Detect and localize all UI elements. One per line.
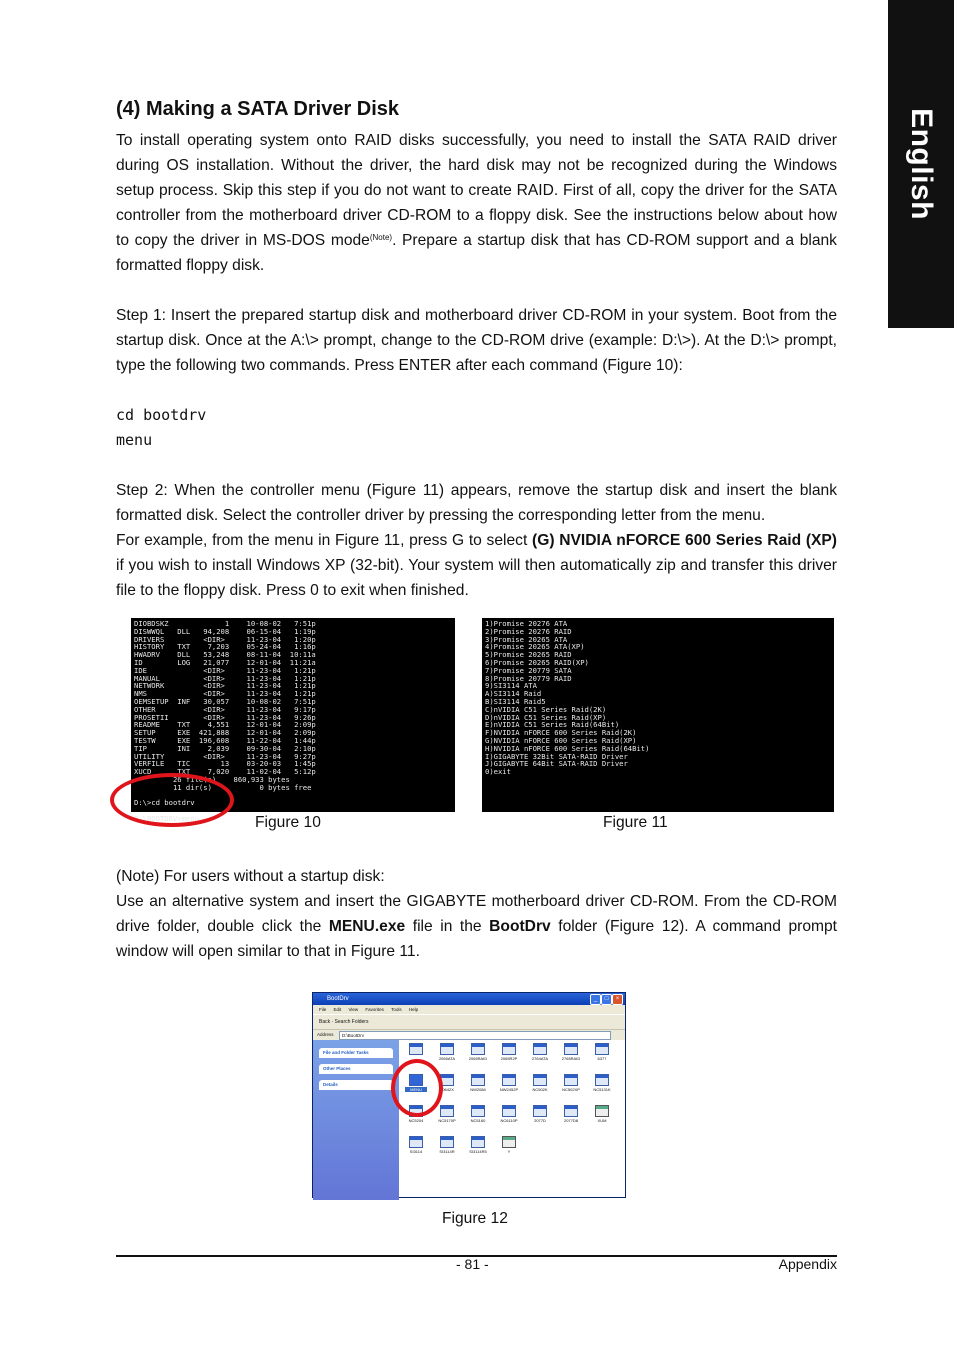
file-name: 2077D xyxy=(534,1118,546,1123)
file-name: 6377 xyxy=(597,1056,607,1061)
file-name: 20642X xyxy=(440,1087,454,1092)
note-title: (Note) For users without a startup disk: xyxy=(116,868,385,885)
explorer-toolbar[interactable]: Back · Search Folders xyxy=(313,1014,625,1029)
file-item[interactable] xyxy=(467,1074,489,1092)
file-name: NC502K xyxy=(532,1087,548,1092)
file-name: 2065R2P xyxy=(500,1056,518,1061)
file-name: 2765RAID xyxy=(561,1056,581,1061)
file-item[interactable] xyxy=(498,1074,520,1092)
figure11-menu-screen xyxy=(482,618,834,812)
menu-line: B)SI3114 Raid5 xyxy=(485,696,546,706)
explorer-menu-bar[interactable]: File Edit View Favorites Tools Help xyxy=(313,1005,625,1014)
file-name: XUM xyxy=(597,1118,607,1123)
dos-line: 26 file(s) 860,933 bytes xyxy=(134,774,290,784)
file-name: SI3114 xyxy=(409,1149,423,1154)
file-icon xyxy=(471,1105,485,1117)
dos-line: README TXT 4,551 12-01-04 2:09p xyxy=(134,720,316,730)
highlight-circle-menu xyxy=(391,1059,443,1117)
menu-exe-name: MENU.exe xyxy=(328,918,406,935)
note-text: Use an alternative system and insert the GIGABYTE motherboard driver CD-ROM. From the CD-ROM drive folder, double click the xyxy=(116,893,837,935)
file-name: NC5160 xyxy=(470,1118,486,1123)
file-item[interactable] xyxy=(591,1105,613,1123)
explorer-file-grid xyxy=(405,1043,621,1193)
file-icon xyxy=(502,1136,516,1148)
figure12-caption: Figure 12 xyxy=(442,1210,508,1227)
file-item[interactable] xyxy=(467,1105,489,1123)
dos-line: D:\>cd bootdrv xyxy=(134,798,195,808)
step2-paragraph xyxy=(116,478,837,603)
menu-line: F)NVIDIA nFORCE 600 Series Raid(2K) xyxy=(485,728,637,738)
step2-line1: Step 2: When the controller menu (Figure 11) appears, remove the startup disk and insert the blank formatted disk. Select the controller driver by pressing the corresponding letter from the menu. xyxy=(116,482,837,524)
intro-text: To install operating system onto RAID disks successfully, you need to install the SATA RAID driver during OS installation. Without the driver, the hard disk may not be recognized during the Windows setup process. Skip this step if you do not want to create RAID. First of all, copy the driver for the SATA controller from the motherboard driver CD-ROM to a floppy disk. See the instructions below about how to copy the driver in MS-DOS mode xyxy=(116,132,837,249)
dos-line: UTILITY <DIR> 11-23-04 9:27p xyxy=(134,751,316,761)
menu-line: 3)Promise 20265 ATA xyxy=(485,634,568,644)
file-name: Y xyxy=(507,1149,511,1154)
note-paragraph xyxy=(116,864,837,964)
dos-line: DIOBDSKZ 1 10-08-02 7:51p xyxy=(134,619,316,628)
file-icon xyxy=(533,1043,547,1055)
explorer-address-bar xyxy=(313,1029,625,1040)
section-heading: (4) Making a SATA Driver Disk xyxy=(116,98,400,120)
command-line-2: menu xyxy=(116,431,153,449)
file-item[interactable] xyxy=(529,1105,551,1123)
file-icon xyxy=(502,1043,516,1055)
bootdrv-folder-name: BootDrv xyxy=(489,918,551,935)
dos-line: PROSETII <DIR> 11-23-04 9:26p xyxy=(134,712,316,722)
dos-line: 11 dir(s) 0 bytes free xyxy=(134,782,312,792)
file-icon xyxy=(440,1105,454,1117)
file-icon xyxy=(440,1043,454,1055)
menu-line: 1)Promise 20276 ATA xyxy=(485,619,568,628)
minimize-icon[interactable]: _ xyxy=(590,994,601,1005)
explorer-title: BootDrv xyxy=(327,996,349,1002)
file-item[interactable] xyxy=(436,1043,458,1061)
menu-line: A)SI3114 Raid xyxy=(485,689,542,699)
file-name: NC502XP xyxy=(562,1087,580,1092)
dos-line: IDE <DIR> 11-23-04 1:21p xyxy=(134,665,316,675)
figure12-explorer-window xyxy=(312,992,626,1198)
file-icon xyxy=(595,1043,609,1055)
file-icon xyxy=(471,1136,485,1148)
file-name: NW2452P xyxy=(499,1087,519,1092)
dos-line: NETWORK <DIR> 11-23-04 1:21p xyxy=(134,681,316,691)
menu-line: 8)Promise 20779 RAID xyxy=(485,673,572,683)
dos-line: DRIVERS <DIR> 11-23-04 1:20p xyxy=(134,634,316,644)
menu-line: C)nVIDIA C51 Series Raid(2K) xyxy=(485,704,607,714)
file-icon xyxy=(409,1043,423,1055)
file-icon xyxy=(533,1105,547,1117)
menu-line: 7)Promise 20779 SATA xyxy=(485,665,572,675)
file-name: MENU xyxy=(405,1087,427,1092)
file-icon xyxy=(440,1136,454,1148)
file-icon xyxy=(564,1043,578,1055)
dos-line: TIP INI 2,039 09-30-04 2:10p xyxy=(134,743,316,753)
menu-line: J)GIGABYTE 64Bit SATA-RAID Driver xyxy=(485,759,628,769)
file-name: NC5204 xyxy=(408,1118,424,1123)
dos-line: ID LOG 21,077 12-01-04 11:21a xyxy=(134,657,316,667)
step2-option: (G) NVIDIA nFORCE 600 Series Raid (XP) xyxy=(532,532,838,549)
step2-example-end: if you wish to install Windows XP (32-bit). Your system will then automatically zip and transfer this driver file to the floppy disk. Press 0 to exit when finished. xyxy=(116,557,837,599)
task-pane-details[interactable]: Details xyxy=(319,1080,393,1090)
task-pane-other-places[interactable]: Other Places xyxy=(319,1064,393,1074)
file-item[interactable] xyxy=(560,1074,582,1092)
menu-line: H)NVIDIA nFORCE 600 Series Raid(64Bit) xyxy=(485,743,650,753)
menu-line: 6)Promise 20265 RAID(XP) xyxy=(485,657,589,667)
dos-line: OEMSETUP INF 30,057 10-08-02 7:51p xyxy=(134,696,316,706)
dos-line: MANUAL <DIR> 11-23-04 1:21p xyxy=(134,673,316,683)
dos-line: HISTORY TXT 7,203 05-24-04 1:16p xyxy=(134,642,316,652)
file-icon xyxy=(564,1074,578,1086)
dos-line: XUCD TXT 7,020 11-02-04 5:12p xyxy=(134,767,316,777)
menu-line: D)nVIDIA C51 Series Raid(XP) xyxy=(485,712,607,722)
dos-line: TESTW EXE 196,608 11-22-04 1:44p xyxy=(134,735,316,745)
menu-line: 0)exit xyxy=(485,767,511,777)
language-tab xyxy=(888,0,954,328)
address-label: Address xyxy=(317,1032,334,1037)
file-icon xyxy=(471,1074,485,1086)
file-item[interactable] xyxy=(560,1105,582,1123)
file-item[interactable] xyxy=(529,1074,551,1092)
file-icon xyxy=(502,1105,516,1117)
figure10-caption: Figure 10 xyxy=(255,814,321,831)
file-icon xyxy=(595,1074,609,1086)
file-icon xyxy=(533,1074,547,1086)
dos-line: OTHER <DIR> 11-23-04 9:17p xyxy=(134,704,316,714)
file-item[interactable] xyxy=(467,1043,489,1061)
file-icon xyxy=(409,1136,423,1148)
note-text-3: folder (Figure 12). A command prompt window will open similar to that in Figure 11. xyxy=(116,918,837,960)
file-item[interactable] xyxy=(405,1136,427,1154)
file-name: NC6110P xyxy=(500,1118,518,1123)
step1-paragraph: Step 1: Insert the prepared startup disk and motherboard driver CD-ROM in your system. Boot from the startup disk. Once at the A:\> prompt, change to the CD-ROM drive (example: D:\>). At the D:\> prompt, type the following two commands. Press ENTER after each command (Figure 10): xyxy=(116,307,837,374)
file-name: NW2084 xyxy=(470,1087,486,1092)
note-text-2: file in the xyxy=(405,918,490,935)
maximize-icon[interactable]: □ xyxy=(601,994,612,1005)
menu-line: I)GIGABYTE 32Bit SATA-RAID Driver xyxy=(485,751,628,761)
explorer-title-bar xyxy=(313,993,625,1005)
file-item[interactable] xyxy=(560,1043,582,1061)
file-name: 2065ATA xyxy=(438,1056,456,1061)
page-number: - 81 - xyxy=(456,1256,489,1272)
footer-section: Appendix xyxy=(778,1256,837,1272)
file-name: NC5170P xyxy=(438,1118,456,1123)
file-item[interactable] xyxy=(498,1043,520,1061)
file-item[interactable] xyxy=(591,1074,613,1092)
menu-line: G)NVIDIA nFORCE 600 Series Raid(XP) xyxy=(485,735,637,745)
file-item[interactable] xyxy=(467,1136,489,1154)
file-item[interactable] xyxy=(436,1136,458,1154)
highlight-circle xyxy=(110,773,234,827)
language-tab-label: English xyxy=(905,108,938,220)
menu-line: 5)Promise 20265 RAID xyxy=(485,650,572,660)
file-item[interactable] xyxy=(498,1136,520,1154)
file-name: SI3114R5 xyxy=(469,1149,487,1154)
file-item[interactable] xyxy=(591,1043,613,1061)
dos-line: HWADRV DLL 53,248 08-11-04 10:11a xyxy=(134,650,316,660)
file-item[interactable] xyxy=(529,1043,551,1061)
file-item[interactable] xyxy=(498,1105,520,1123)
address-input[interactable]: D:\BootDrv xyxy=(339,1031,611,1040)
file-icon xyxy=(471,1043,485,1055)
dos-line: SETUP EXE 421,888 12-01-04 2:09p xyxy=(134,728,316,738)
file-icon xyxy=(564,1105,578,1117)
dos-line: NMS <DIR> 11-23-04 1:21p xyxy=(134,689,316,699)
menu-line: 4)Promise 20265 ATA(XP) xyxy=(485,642,585,652)
menu-line: 9)SI3114 ATA xyxy=(485,681,537,691)
file-icon xyxy=(595,1105,609,1117)
file-name: 2764ATA xyxy=(531,1056,549,1061)
explorer-task-pane xyxy=(313,1040,399,1200)
file-item[interactable] xyxy=(405,1043,427,1056)
file-icon xyxy=(502,1074,516,1086)
dos-line: DISWWQL DLL 94,208 06-15-04 1:19p xyxy=(134,626,316,636)
note-mark: (Note) xyxy=(369,233,393,242)
step2-example: For example, from the menu in Figure 11, press G to select xyxy=(116,532,532,549)
intro-paragraph xyxy=(116,128,837,278)
menu-line: E)nVIDIA C51 Series Raid(64Bit) xyxy=(485,720,620,730)
figure11-caption: Figure 11 xyxy=(603,814,668,831)
dos-line: VERFILE TIC 13 03-20-03 1:45p xyxy=(134,759,316,769)
file-name: NC5131K xyxy=(593,1087,611,1092)
task-pane-file-folder-tasks[interactable]: File and Folder Tasks xyxy=(319,1048,393,1058)
file-name: SI3114R xyxy=(439,1149,455,1154)
close-icon[interactable]: × xyxy=(612,994,623,1005)
command-line-1: cd bootdrv xyxy=(116,406,207,424)
file-name: 2065RAID xyxy=(468,1056,488,1061)
menu-line: 2)Promise 20276 RAID xyxy=(485,626,572,636)
file-item[interactable] xyxy=(436,1105,458,1123)
intro-text-end: . Prepare a startup disk that has CD-ROM support and a blank formatted floppy disk. xyxy=(116,232,837,274)
dos-line: D:\BOOTDRV>menu xyxy=(134,813,199,823)
file-name: 2077D8 xyxy=(563,1118,578,1123)
